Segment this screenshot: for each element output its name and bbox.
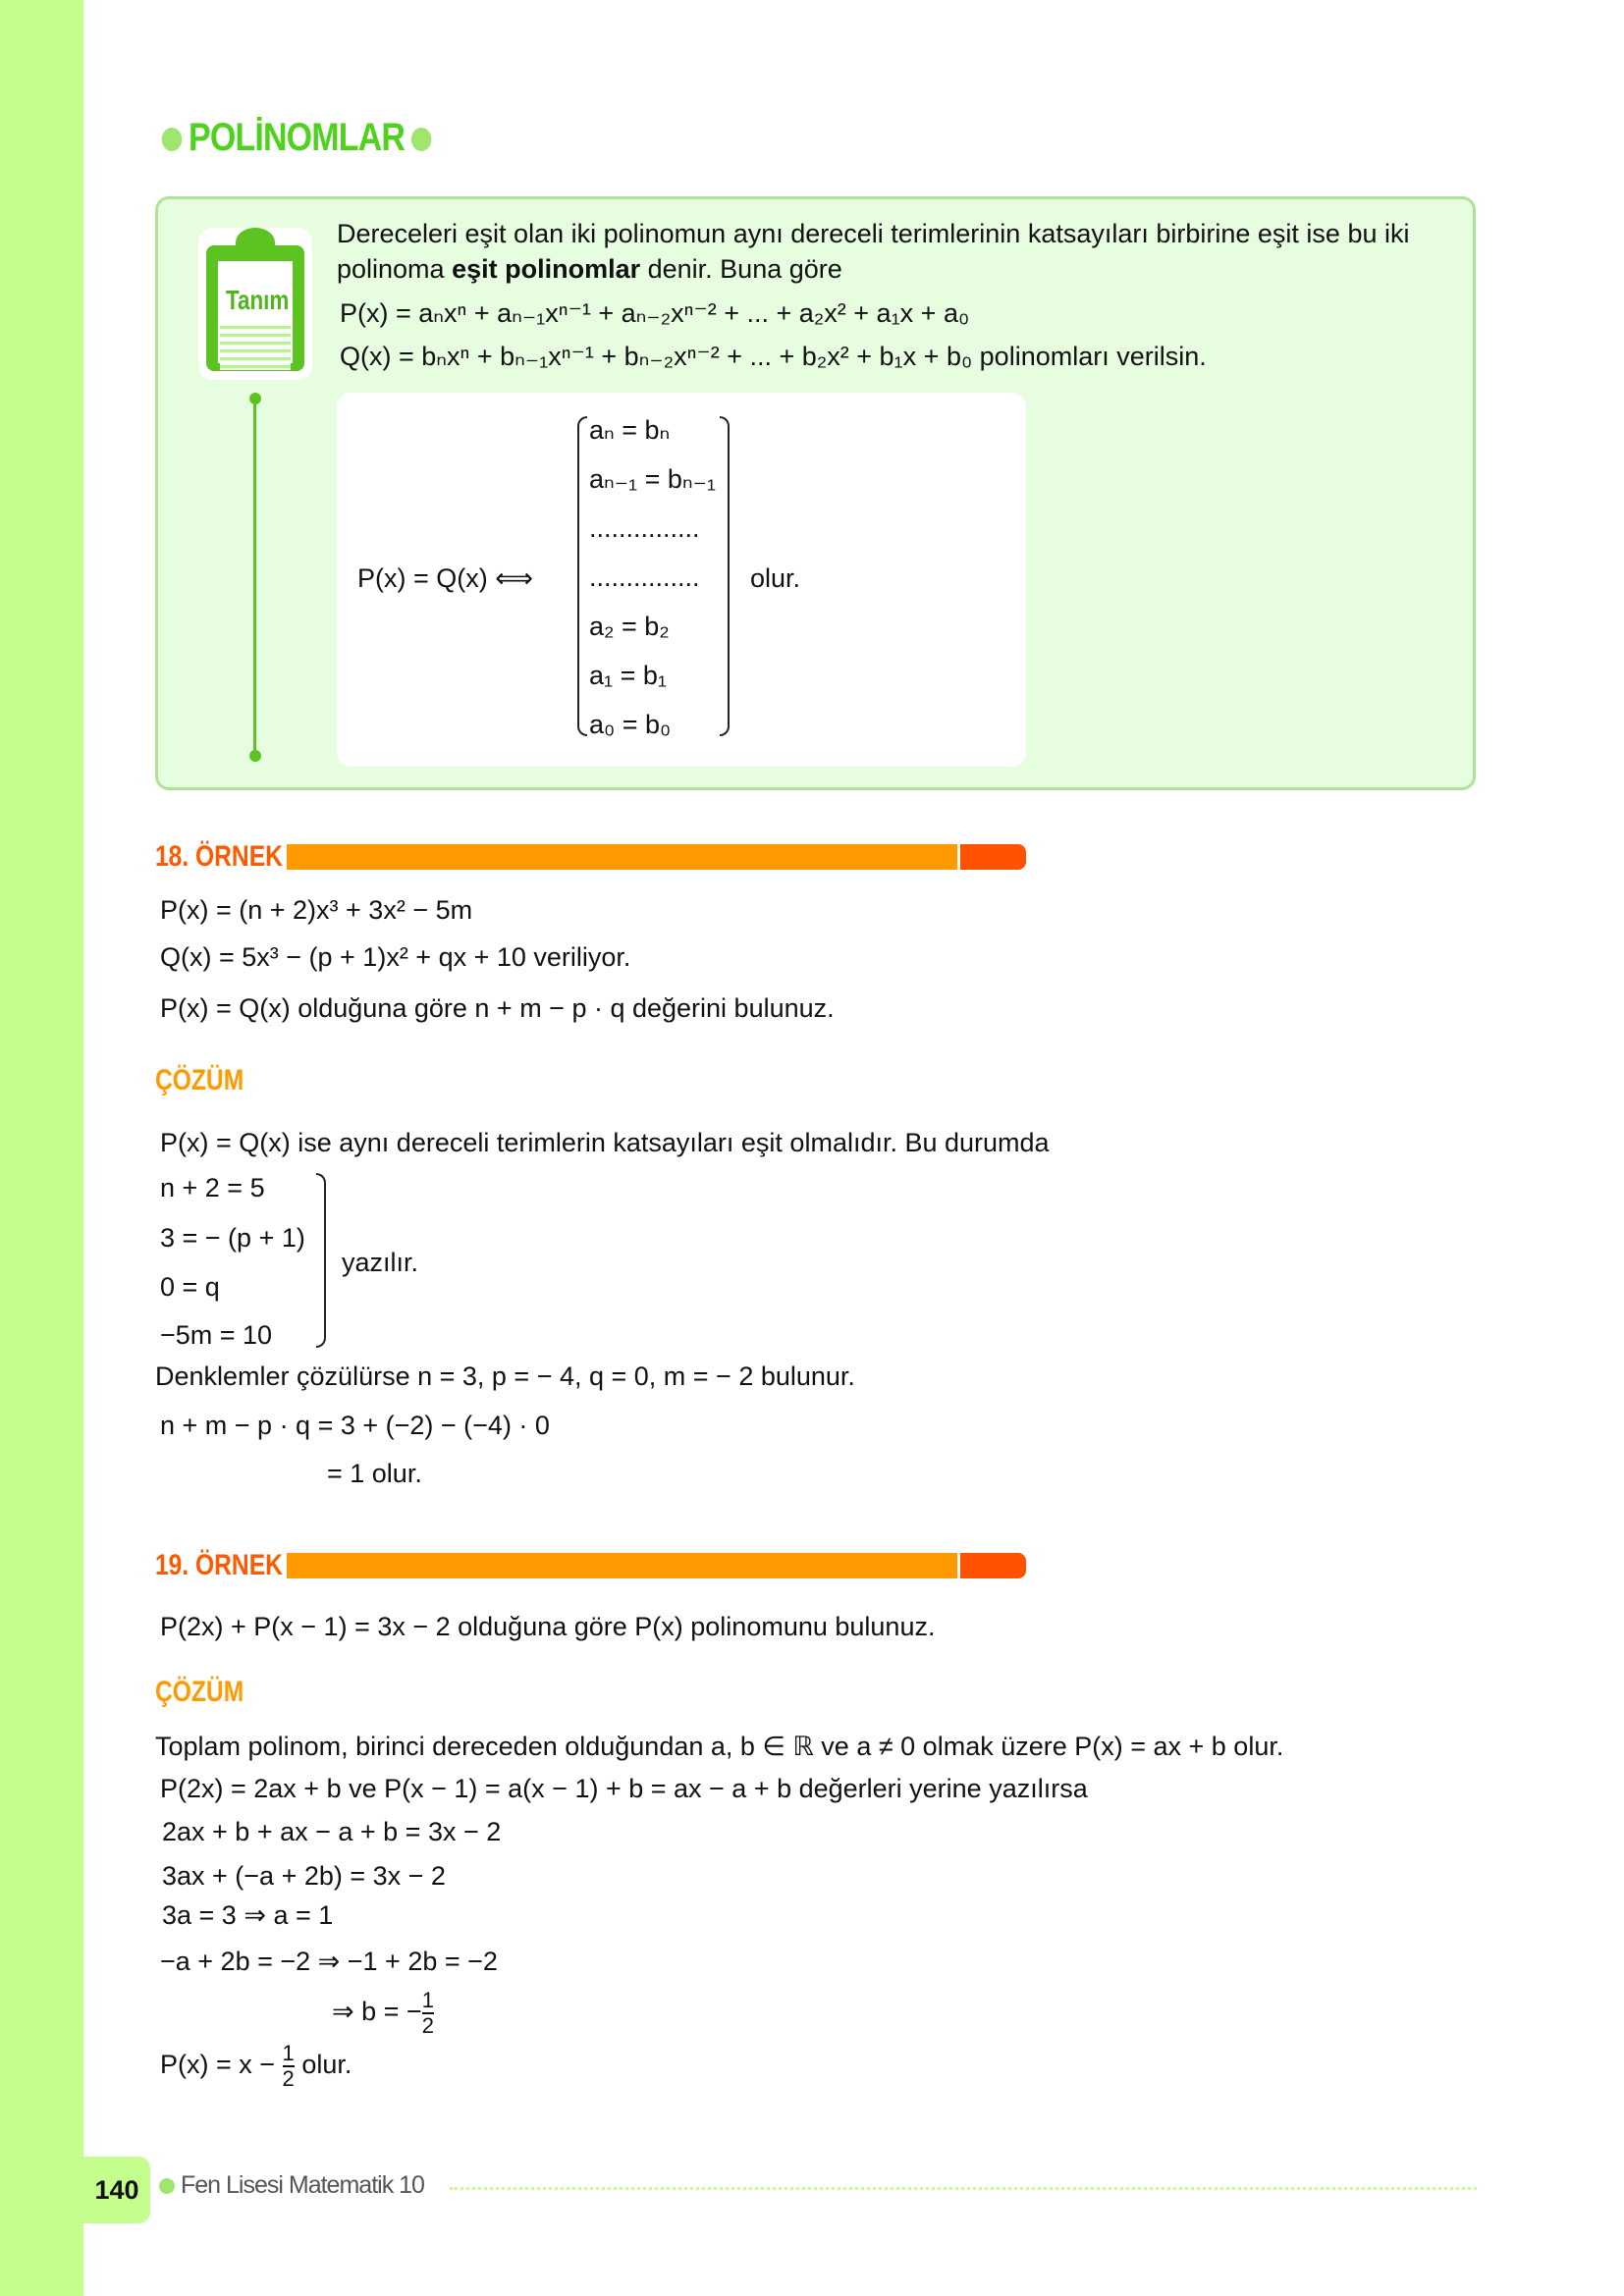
header-bar-accent xyxy=(960,1553,1026,1578)
system-eq: aₙ₋₁ = bₙ₋₁ xyxy=(589,464,717,494)
solution-line: −a + 2b = −2 ⇒ −1 + 2b = −2 xyxy=(160,1947,498,1976)
left-brace xyxy=(577,416,587,736)
solution-line: = 1 olur. xyxy=(327,1459,422,1488)
solution-line: Denklemler çözülürse n = 3, p = − 4, q = 0, m = − 2 bulunur. xyxy=(155,1362,855,1391)
question-line: P(2x) + P(x − 1) = 3x − 2 olduğuna göre P(x) polinomunu bulunuz. xyxy=(160,1612,936,1641)
solution-label: ÇÖZÜM xyxy=(155,1064,244,1096)
system-eq: 0 = q xyxy=(160,1272,220,1302)
section-title: POLİNOMLAR xyxy=(155,116,438,160)
system-olur: olur. xyxy=(750,563,801,593)
page-number: 140 xyxy=(83,2157,150,2223)
def-p: P(x) = aₙxⁿ + aₙ₋₁xⁿ⁻¹ + aₙ₋₂xⁿ⁻² + ... + a₂x² + a₁x + a₀ xyxy=(340,298,970,328)
example-18-header: 18. ÖRNEK xyxy=(155,840,283,873)
timeline-line xyxy=(253,397,256,758)
solution-line: P(2x) = 2ax + b ve P(x − 1) = a(x − 1) + b = ax − a + b değerleri yerine yazılırsa xyxy=(160,1774,1088,1803)
equiv-lhs: P(x) = Q(x) ⟺ xyxy=(357,563,533,593)
timeline-dot xyxy=(249,750,261,762)
solution-line: 3a = 3 ⇒ a = 1 xyxy=(162,1900,334,1930)
timeline-dot xyxy=(249,393,261,404)
clipboard-icon: Tanım xyxy=(198,228,312,380)
solution-line: Toplam polinom, birinci dereceden olduğundan a, b ∈ ℝ ve a ≠ 0 olmak üzere P(x) = ax + b olur. xyxy=(155,1732,1284,1761)
solution-line: ⇒ b = − $\frac{1}{2}$ xyxy=(332,1988,434,2038)
header-bar xyxy=(287,844,957,870)
example-19-header: 19. ÖRNEK xyxy=(155,1549,283,1581)
def-q: Q(x) = bₙxⁿ + bₙ₋₁xⁿ⁻¹ + bₙ₋₂xⁿ⁻² + ... + b₂x² + b₁x + b₀ polinomları verilsin. xyxy=(340,342,1207,371)
left-margin-strip xyxy=(0,0,83,2296)
right-brace xyxy=(316,1173,326,1348)
solution-line: 2ax + b + ax − a + b = 3x − 2 xyxy=(162,1817,502,1846)
header-bar-accent xyxy=(960,844,1026,870)
def-line-2: polinoma eşit polinomlar denir. Buna göre xyxy=(337,254,842,284)
system-eq: −5m = 10 xyxy=(160,1320,273,1350)
system-eq: ............... xyxy=(589,562,700,592)
fraction: $\frac{1}{2}$ xyxy=(421,1988,434,2038)
system-eq: ............... xyxy=(589,513,700,543)
question-line: Q(x) = 5x³ − (p + 1)x² + qx + 10 veriliyor. xyxy=(160,942,631,972)
question-line: P(x) = (n + 2)x³ + 3x² − 5m xyxy=(160,895,473,925)
solution-label: ÇÖZÜM xyxy=(155,1676,244,1708)
footer-book-title: Fen Lisesi Matematik 10 xyxy=(159,2171,424,2200)
solution-line: P(x) = Q(x) ise aynı dereceli terimlerin katsayıları eşit olmalıdır. Bu durumda xyxy=(160,1128,1050,1157)
system-eq: aₙ = bₙ xyxy=(589,415,671,445)
right-brace xyxy=(720,416,730,736)
footer-dotted-rule xyxy=(450,2187,1477,2190)
def-line-1: Dereceleri eşit olan iki polinomun aynı dereceli terimlerinin katsayıları birbirine eşit ise bu iki xyxy=(337,219,1410,248)
system-eq: 3 = − (p + 1) xyxy=(160,1223,305,1253)
question-line: P(x) = Q(x) olduğuna göre n + m − p · q değerini bulunuz. xyxy=(160,993,835,1023)
system-eq: a₁ = b₁ xyxy=(589,661,668,690)
system-eq: a₂ = b₂ xyxy=(589,612,670,641)
solution-line: n + m − p · q = 3 + (−2) − (−4) · 0 xyxy=(160,1411,550,1440)
solution-line: 3ax + (−a + 2b) = 3x − 2 xyxy=(162,1861,446,1891)
solution-line: P(x) = x − $\frac{1}{2}$ olur. xyxy=(160,2041,352,2091)
fraction: $\frac{1}{2}$ xyxy=(282,2041,295,2091)
solution-line: yazılır. xyxy=(342,1248,419,1277)
system-eq: n + 2 = 5 xyxy=(160,1173,265,1202)
system-eq: a₀ = b₀ xyxy=(589,710,672,739)
header-bar xyxy=(287,1553,957,1578)
